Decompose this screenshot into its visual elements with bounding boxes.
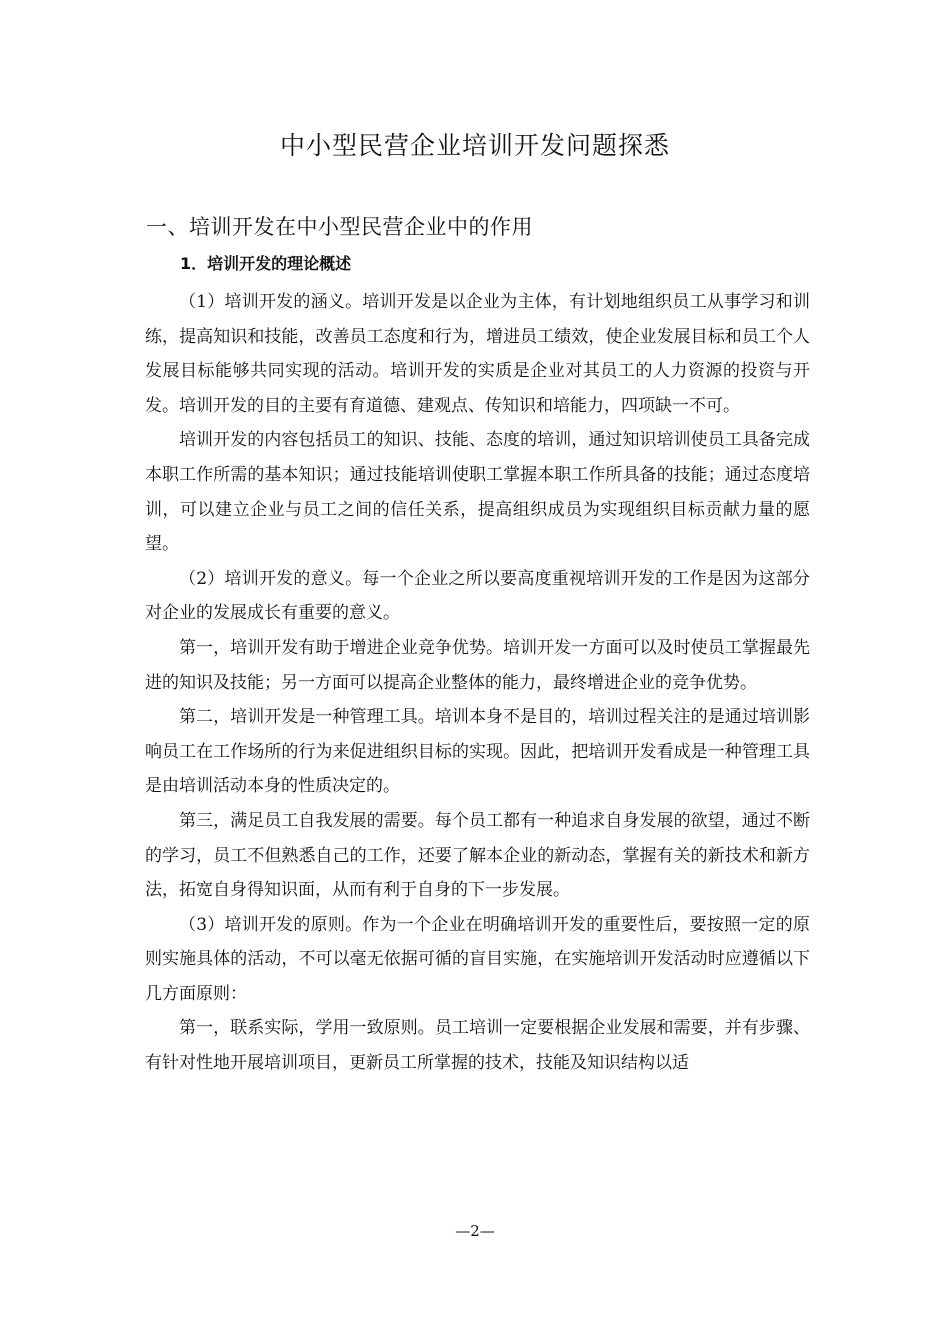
paragraph: 第一，联系实际，学用一致原则。员工培训一定要根据企业发展和需要，并有步骤、有针对性地开展培训项目，更新员工所掌握的技术，技能及知识结构以适 [145, 1018, 810, 1074]
paragraph: 第三，满足员工自我发展的需要。每个员工都有一种追求自身发展的欲望，通过不断的学习，员工不但熟悉自己的工作，还要了解本企业的新动态，掌握有关的新技术和新方法，拓宽自身得知识面，从而有利于自身的下一步发展。 [145, 810, 810, 901]
section-heading: 一、培训开发在中小型民营企业中的作用 [146, 215, 533, 239]
paragraph: 第二，培训开发是一种管理工具。培训本身不是目的，培训过程关注的是通过培训影响员工在工作场所的行为来促进组织目标的实现。因此，把培训开发看成是一种管理工具是由培训活动本身的性质决定的。 [145, 707, 810, 797]
document-body [145, 285, 810, 1081]
page-number: —2— [455, 1222, 495, 1240]
paragraph: （1）培训开发的涵义。培训开发是以企业为主体，有计划地组织员工从事学习和训练，提高知识和技能，改善员工态度和行为，增进员工绩效，使企业发展目标和员工个人发展目标能够共同实现的活动。培训开发的实质是企业对其员工的人力资源的投资与开发。培训开发的目的主要有育道德、建观点、传知识和培能力，四项缺一不可。 [145, 292, 810, 416]
paragraph: 第一，培训开发有助于增进企业竞争优势。培训开发一方面可以及时使员工掌握最先进的知识及技能；另一方面可以提高企业整体的能力，最终增进企业的竞争优势。 [145, 637, 810, 693]
paragraph: （2）培训开发的意义。每一个企业之所以要高度重视培训开发的工作是因为这部分对企业的发展成长有重要的意义。 [145, 568, 810, 624]
subsection-heading: 1．培训开发的理论概述 [180, 254, 352, 273]
paragraph: 培训开发的内容包括员工的知识、技能、态度的培训，通过知识培训使员工具备完成本职工作所需的基本知识；通过技能培训使职工掌握本职工作所具备的技能；通过态度培训，可以建立企业与员工之间的信任关系，提高组织成员为实现组织目标贡献力量的愿望。 [145, 430, 810, 555]
document-title: 中小型民营企业培训开发问题探悉 [279, 131, 670, 160]
paragraph: （3）培训开发的原则。作为一个企业在明确培训开发的重要性后，要按照一定的原则实施具体的活动，不可以毫无依据可循的盲目实施，在实施培训开发活动时应遵循以下几方面原则： [145, 914, 810, 1004]
